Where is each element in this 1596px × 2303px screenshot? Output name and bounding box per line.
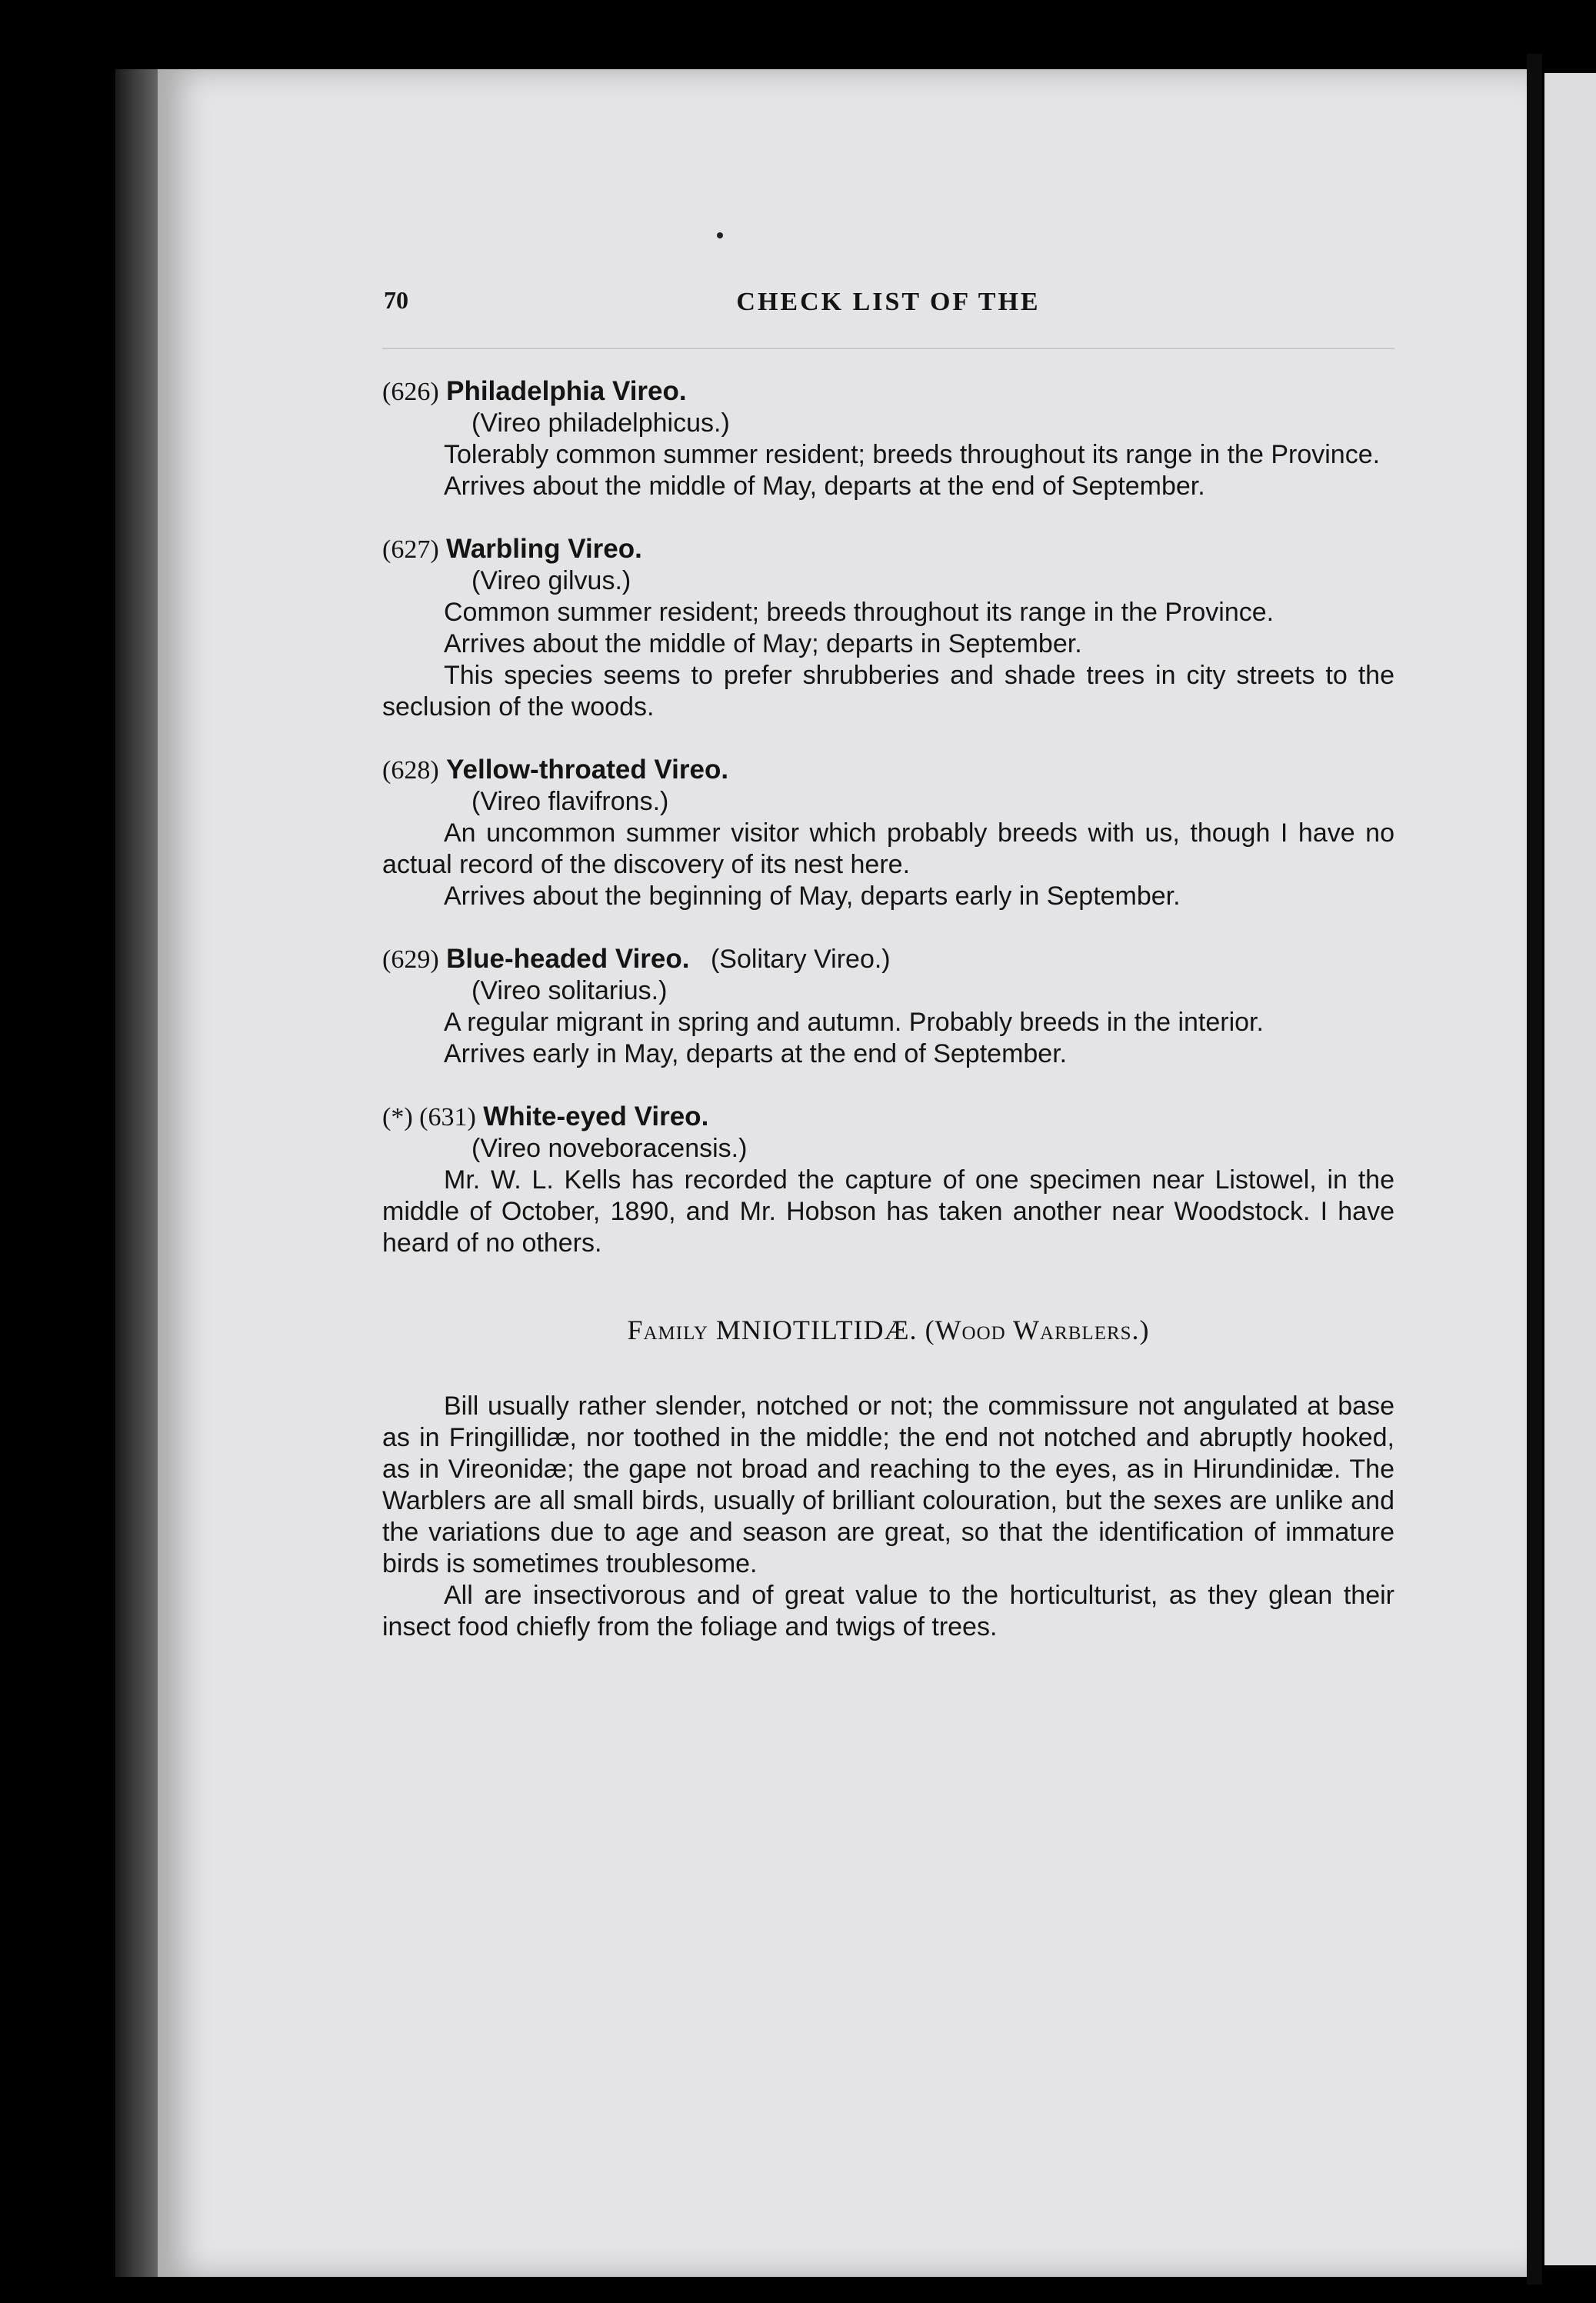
family-common-name: (Wood Warblers.) bbox=[925, 1315, 1150, 1345]
ink-speck bbox=[717, 232, 723, 238]
family-description bbox=[382, 1391, 1394, 1643]
species-entry bbox=[382, 375, 1394, 502]
species-latin-name: (Vireo philadelphicus.) bbox=[471, 408, 730, 438]
species-list bbox=[382, 375, 1394, 1259]
species-note: Arrives about the middle of May; departs in September. bbox=[444, 629, 1082, 658]
facing-page-edge bbox=[1544, 73, 1596, 2265]
species-name: White-eyed Vireo. bbox=[483, 1102, 709, 1132]
species-note: A regular migrant in spring and autumn. Probably breeds in the interior. bbox=[444, 1008, 1264, 1037]
species-note: This species seems to prefer shrubberies and shade trees in city streets to the seclusion of the woods. bbox=[382, 661, 1394, 722]
species-latin-name: (Vireo solitarius.) bbox=[471, 976, 668, 1005]
book-spine bbox=[115, 69, 162, 2277]
species-heading bbox=[382, 754, 1394, 786]
family-label: Family bbox=[627, 1315, 708, 1345]
species-number: (628) bbox=[382, 756, 439, 785]
species-number: (626) bbox=[382, 378, 439, 406]
page-content bbox=[382, 285, 1394, 1643]
species-alt-name: (Solitary Vireo.) bbox=[710, 945, 891, 974]
species-name: Yellow-throated Vireo. bbox=[446, 755, 729, 785]
species-note: Arrives early in May, departs at the end of September. bbox=[444, 1039, 1068, 1068]
species-heading bbox=[382, 375, 1394, 408]
family-paragraph: All are insectivorous and of great value to the horticulturist, as they glean their insect food chiefly from the foliage and twigs of trees. bbox=[382, 1581, 1394, 1641]
species-note: An uncommon summer visitor which probably breeds with us, though I have no actual record of the discovery of its nest here. bbox=[382, 818, 1394, 879]
family-heading bbox=[382, 1315, 1394, 1346]
page-gutter bbox=[1527, 54, 1542, 2285]
species-number: (629) bbox=[382, 945, 439, 974]
species-note: Arrives about the middle of May, departs at the end of September. bbox=[444, 472, 1205, 501]
species-note: Tolerably common summer resident; breeds throughout its range in the Province. bbox=[444, 440, 1381, 469]
species-name: Philadelphia Vireo. bbox=[446, 376, 687, 406]
species-number: (627) bbox=[382, 535, 439, 564]
species-number: (*) (631) bbox=[382, 1103, 476, 1132]
species-entry bbox=[382, 1101, 1394, 1259]
species-entry bbox=[382, 943, 1394, 1070]
species-latin-name: (Vireo flavifrons.) bbox=[471, 787, 669, 816]
species-note: Common summer resident; breeds throughout its range in the Province. bbox=[444, 598, 1274, 627]
species-heading bbox=[382, 1101, 1394, 1133]
species-note: Mr. W. L. Kells has recorded the capture of one specimen near Listowel, in the middle of October, 1890, and Mr. Hobson has taken another near Woodstock. I have heard of no others. bbox=[382, 1165, 1394, 1258]
species-name: Warbling Vireo. bbox=[446, 534, 642, 564]
page-number: 70 bbox=[384, 286, 408, 314]
family-name: MNIOTILTIDÆ. bbox=[715, 1315, 918, 1345]
running-title: CHECK LIST OF THE bbox=[736, 288, 1041, 316]
species-entry bbox=[382, 533, 1394, 723]
header-rule bbox=[382, 348, 1394, 349]
species-entry bbox=[382, 754, 1394, 912]
page-header bbox=[382, 285, 1394, 323]
species-heading bbox=[382, 943, 1394, 975]
species-heading bbox=[382, 533, 1394, 565]
species-note: Arrives about the beginning of May, departs early in September. bbox=[444, 882, 1181, 911]
species-latin-name: (Vireo noveboracensis.) bbox=[471, 1134, 748, 1163]
species-latin-name: (Vireo gilvus.) bbox=[471, 566, 631, 595]
family-paragraph: Bill usually rather slender, notched or not; the commissure not angulated at base as in Fringillidæ, nor toothed in the middle; the end not notched and abruptly hooked, as in Vireonidæ; the gape not broad and reaching to the eyes, as in Hirundinidæ. The Warblers are all small birds, usually of brilliant colouration, but the sexes are unlike and the variations due to age and season are great, so that the identification of immature birds is sometimes troublesome. bbox=[382, 1391, 1394, 1578]
species-name: Blue-headed Vireo. bbox=[446, 944, 690, 974]
